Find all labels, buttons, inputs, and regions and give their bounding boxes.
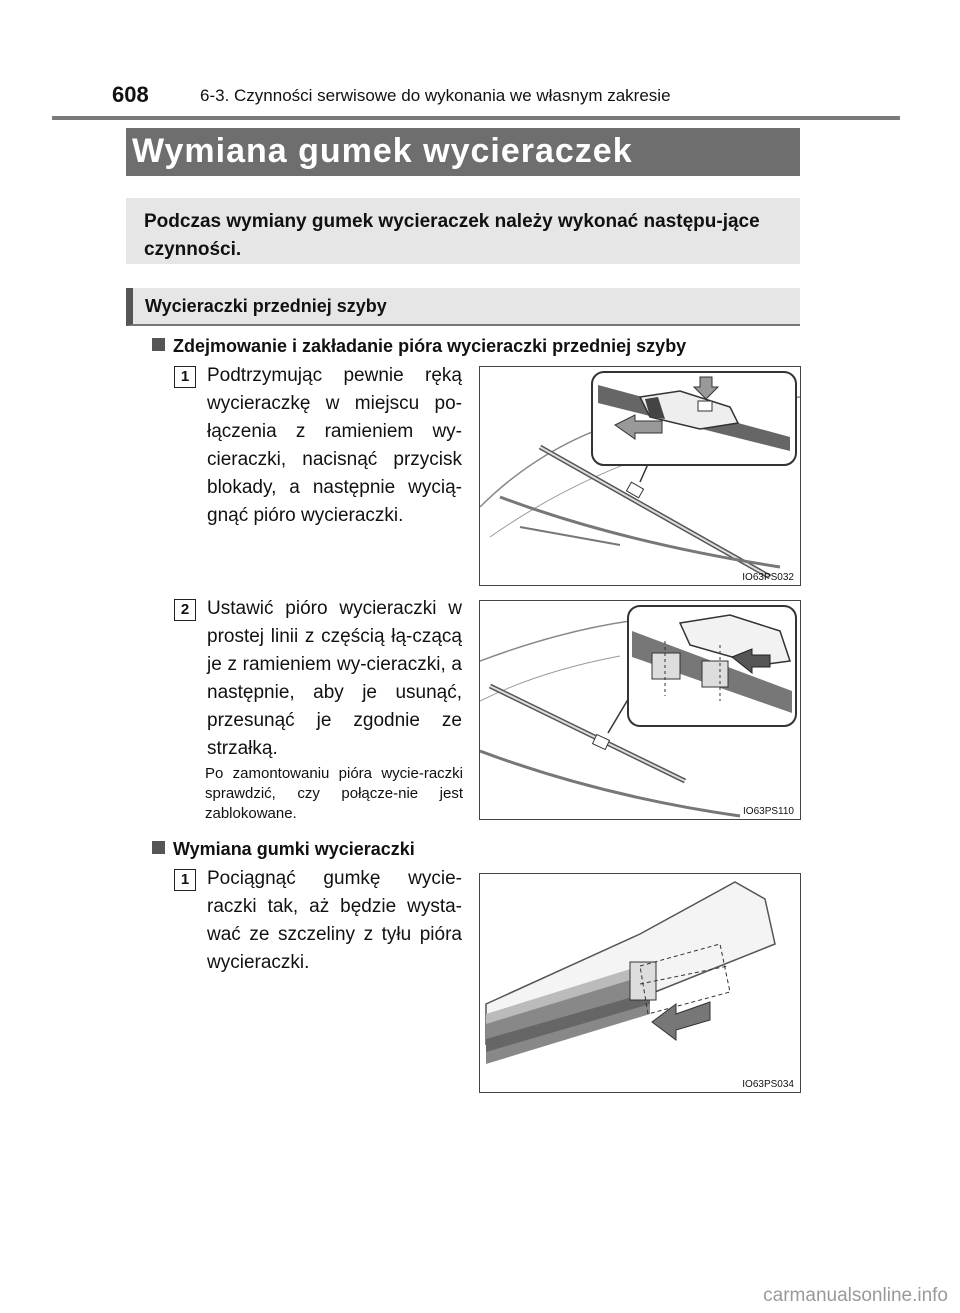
square-bullet-icon: [152, 338, 165, 351]
intro-text: Podczas wymiany gumek wycieraczek należy wykonać następu-jące czynności.: [144, 211, 760, 260]
step-number: 2: [174, 599, 196, 621]
square-bullet-icon: [152, 841, 165, 854]
step-number: 1: [174, 366, 196, 388]
wiper-release-illustration: [480, 367, 800, 585]
section-title: Wycieraczki przedniej szyby: [145, 296, 387, 316]
subsection-heading-text: Wymiana gumki wycieraczki: [173, 839, 415, 859]
wiper-rubber-illustration: [480, 874, 800, 1092]
page-number: 608: [112, 82, 149, 107]
subsection-heading: [152, 336, 686, 357]
subsection-heading: [152, 839, 415, 860]
figure-remove-blade: [479, 366, 801, 586]
figure-code: IO63PS032: [742, 572, 794, 583]
page-title: Wymiana gumek wycieraczek: [132, 132, 633, 170]
figure-code: IO63PS034: [742, 1079, 794, 1090]
step-number: 1: [174, 869, 196, 891]
subsection-heading-text: Zdejmowanie i zakładanie pióra wycieraczki przedniej szyby: [173, 336, 687, 356]
running-head: 6-3. Czynności serwisowe do wykonania we własnym zakresie: [200, 86, 671, 105]
title-bar: [126, 128, 800, 176]
step-note: Po zamontowaniu pióra wycie-raczki sprawdzić, czy połącze-nie jest zablokowane.: [205, 765, 463, 822]
figure-align-blade: [479, 600, 801, 820]
step-text: Ustawić pióro wycieraczki w prostej linii z częścią łą-czącą je z ramieniem wy-cieraczki, a następnie, aby je usunąć, przesunąć je zgodnie ze strzałką.: [207, 598, 462, 759]
step-text: Podtrzymując pewnie ręką wycieraczkę w miejscu po-łączenia z ramieniem wy-cieraczki, nacisnąć przycisk blokady, a następnie wycią-gnąć pióro wycieraczki.: [207, 365, 462, 526]
figure-code: IO63PS110: [743, 806, 794, 817]
watermark: carmanualsonline.info: [763, 1285, 948, 1306]
wiper-align-illustration: [480, 601, 800, 819]
header-rule: [52, 116, 900, 120]
step-text: Pociągnąć gumkę wycie-raczki tak, aż będzie wysta-wać ze szczeliny z tyłu pióra wycieraczki.: [207, 868, 462, 973]
intro-box: [126, 198, 800, 264]
figure-pull-rubber: [479, 873, 801, 1093]
section-bar: [126, 288, 800, 326]
